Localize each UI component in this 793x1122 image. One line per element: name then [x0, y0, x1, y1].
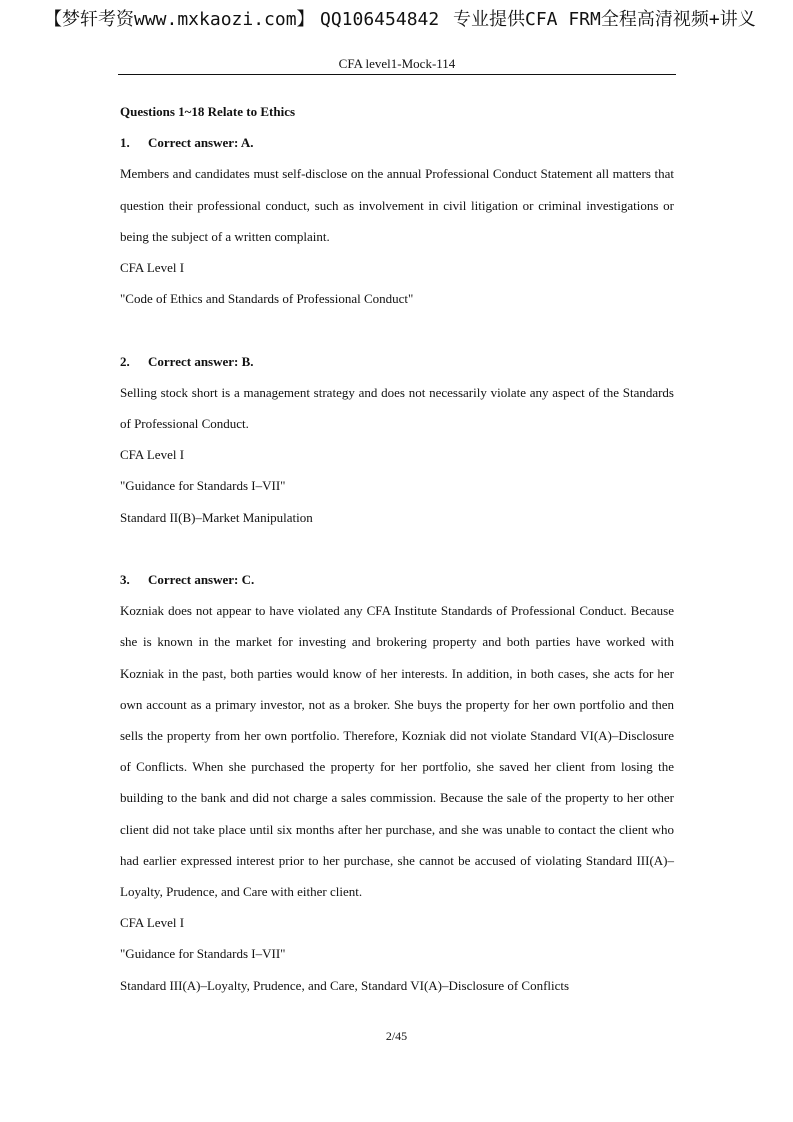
question-heading [120, 346, 674, 377]
question-2 [120, 346, 674, 533]
question-number: 2. [120, 353, 130, 369]
reading-reference: "Code of Ethics and Standards of Professional Conduct" [120, 291, 414, 307]
answer-explanation: Kozniak does not appear to have violated any CFA Institute Standards of Professional Conduct. Because she is known in the market for investing and brokering property and both parties have worked with Kozniak in the past, both parties would know of her interests. In addition, in both cases, she acts for her own account as a primary investor, not as a broker. She buys the property for her own portfolio and then sells the property from her own portfolio. Therefore, Kozniak did not violate Standard VI(A)–Disclosure of Conflicts. When she purchased the property for her portfolio, she saved her client from losing the building to the bank and did not charge a sales commission. Because the sale of the property to her other client did not take place until six months after her purchase, and she was unable to contact the client who had earlier expressed interest prior to her purchase, she cannot be accused of violating Standard III(A)–Loyalty, Prudence, and Care with either client. [120, 603, 674, 900]
question-number: 3. [120, 572, 130, 588]
question-3 [120, 564, 674, 1001]
spacer [120, 314, 674, 345]
header-rule [118, 74, 676, 75]
curriculum-level: CFA Level I [120, 915, 185, 931]
spacer [120, 533, 674, 564]
correct-answer: Correct answer: B. [148, 353, 254, 369]
watermark-site: 【梦轩考资www.mxkaozi.com】 [44, 9, 315, 30]
question-number: 1. [120, 135, 130, 151]
standard-reference: Standard II(B)–Market Manipulation [120, 509, 313, 525]
watermark-banner [0, 6, 793, 34]
reading-reference: "Guidance for Standards I–VII" [120, 946, 286, 962]
section-title: Questions 1~18 Relate to Ethics [120, 104, 296, 119]
reading-reference: "Guidance for Standards I–VII" [120, 478, 286, 494]
question-heading [120, 564, 674, 595]
watermark-ad: 专业提供CFA FRM全程高清视频+讲义 [453, 9, 756, 30]
question-1 [120, 127, 674, 314]
answer-explanation: Selling stock short is a management strategy and does not necessarily violate any aspect of the Standards of Professional Conduct. [120, 384, 674, 432]
curriculum-level: CFA Level I [120, 447, 185, 463]
answer-explanation: Members and candidates must self-disclose on the annual Professional Conduct Statement all matters that question their professional conduct, such as involvement in civil litigation or criminal investigations or being the subject of a written complaint. [120, 166, 674, 244]
correct-answer: Correct answer: A. [148, 135, 254, 151]
standard-reference: Standard III(A)–Loyalty, Prudence, and Care, Standard VI(A)–Disclosure of Conflicts [120, 977, 570, 993]
curriculum-level: CFA Level I [120, 260, 185, 276]
running-header: CFA level1-Mock-114 [338, 56, 456, 71]
watermark-qq: QQ106454842 [320, 9, 440, 30]
page-number: 2/45 [385, 1029, 408, 1043]
document-body [120, 96, 674, 1001]
question-heading [120, 127, 674, 158]
correct-answer: Correct answer: C. [148, 572, 255, 588]
